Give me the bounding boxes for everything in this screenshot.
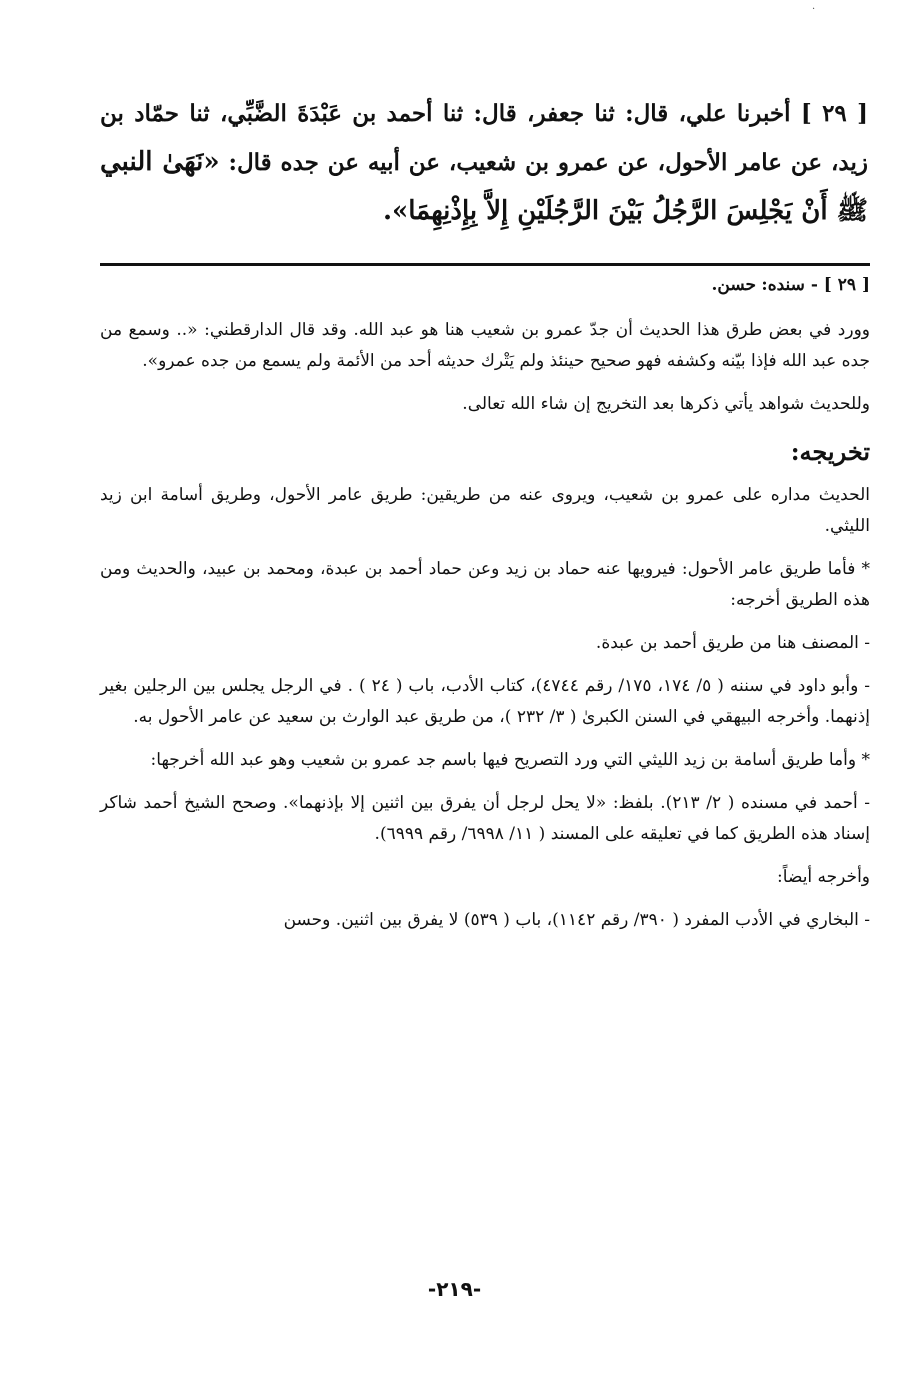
note-paragraph-ahmad: - أحمد في مسنده ( ٢/ ٢١٣). بلفظ: «لا يحل لرجل أن يفرق بين اثنين إلا بإذنهما». وصحح الشيخ أحمد شاكر إسناد هذه الطريق كما في تعليقه على المسند ( ١١/ ٦٩٩٨/ رقم ٦٩٩٩). [100, 793, 871, 844]
footnote-divider [100, 263, 870, 266]
note-paragraph-musannif: - المصنف هنا من طريق أحمد بن عبدة. [595, 633, 870, 653]
page-number: -٢١٩- [427, 1277, 482, 1301]
note-paragraph-shawahid: وللحديث شواهد يأتي ذكرها بعد التخريج إن شاء الله تعالى. [462, 394, 870, 414]
note-paragraph-madar: الحديث مداره على عمرو بن شعيب، ويروى عنه من طريقين: طريق عامر الأحول، وطريق أسامة ابن زيد الليثي. [100, 485, 870, 536]
hadith-main-text [100, 90, 868, 236]
footnotes [100, 270, 870, 948]
hadith-narration: [ ٢٩ ] أخبرنا علي، قال: ثنا جعفر، قال: ثنا أحمد بن عَبْدَةَ الضَّبِّي، ثنا حمّاد بن زيد، عن عامر الأحول، عن عمرو بن شعيب، عن أبيه عن جده قال: [100, 100, 868, 176]
note-paragraph-abu-dawud: - وأبو داود في سننه ( ٥/ ١٧٤، ١٧٥/ رقم ٤٧٤٤)، كتاب الأدب، باب ( ٢٤ ) . في الرجل يجلس بين الرجلين بغير إذنهما. وأخرجه البيهقي في السنن الكبرىٰ ( ٣/ ٢٣٢ )، من طريق عبد الوارث بن سعيد عن عامر الأحول به. [100, 676, 870, 727]
note-paragraph-usama-route: * وأما طريق أسامة بن زيد الليثي التي ورد التصريح فيها باسم جد عمرو بن شعيب وهو عبد الله أخرجها: [150, 750, 870, 770]
corner-mark: · [812, 4, 816, 15]
sanad-value: حسن. [711, 275, 757, 295]
note-paragraph-amir-route: * فأما طريق عامر الأحول: فيرويها عنه حماد بن زيد وعن حماد أحمد بن عبدة، ومحمد بن عبيد، والحديث ومن هذه الطريق أخرجه: [100, 559, 870, 610]
sanad-label: [ ٢٩ ] - سنده: [761, 275, 870, 295]
note-paragraph-daraqutni: وورد في بعض طرق هذا الحديث أن جدّ عمرو بن شعيب هنا هو عبد الله. وقد قال الدارقطني: «.. وسمع من جده عبد الله فإذا بيّنه وكشفه فهو صحيح حينئذ ولم يَتْرك حديثه أحد من الأئمة ولم يسمع من جده عمرو». [100, 320, 870, 371]
hadith-matn: «نَهَىٰ النبي ﷺ أَنْ يَجْلِسَ الرَّجُلُ بَيْنَ الرَّجُلَيْنِ إِلاَّ بِإِذْنِهِمَا». [100, 147, 868, 226]
takhrij-heading: تخريجه: [790, 437, 870, 466]
note-paragraph-also: وأخرجه أيضاً: [777, 867, 870, 887]
sanad-line [100, 270, 870, 301]
note-paragraph-bukhari: - البخاري في الأدب المفرد ( ٣٩٠/ رقم ١١٤٢)، باب ( ٥٣٩) لا يفرق بين اثنين. وحسن [283, 910, 870, 930]
